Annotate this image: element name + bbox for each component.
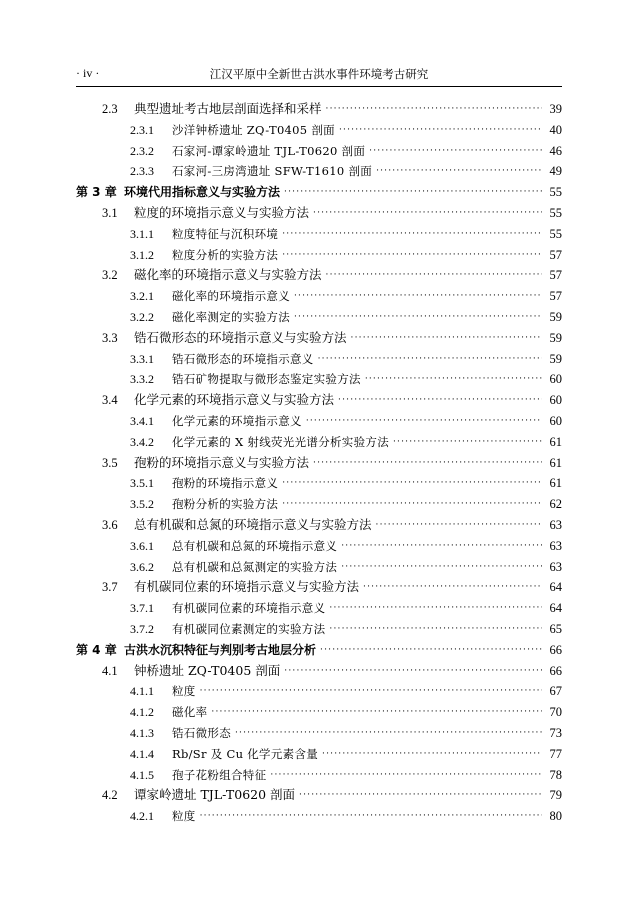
toc-entry-page: 57	[549, 289, 562, 304]
toc-entry-page: 66	[549, 663, 562, 678]
toc-subsection-entry	[76, 681, 562, 702]
toc-entry-page: 61	[549, 476, 562, 491]
toc-entry-title: 谭家岭遗址 TJL-T0620 剖面	[134, 787, 296, 803]
toc-entry-lead	[76, 265, 542, 286]
toc-entry-title: 总有机碳和总氮测定的实验方法	[172, 559, 338, 574]
toc-entry-page: 49	[549, 164, 562, 179]
toc-entry-title: 锆石微形态的环境指示意义与实验方法	[134, 329, 347, 345]
toc-entry-number: 3.4.1	[130, 413, 154, 428]
toc-entry-title: 粒度	[172, 684, 196, 699]
toc-dot-leader	[313, 203, 542, 224]
toc-entry-number: 3.2.2	[130, 309, 154, 324]
toc-entry-page: 59	[549, 330, 562, 345]
toc-entry-number: 4.1.5	[130, 767, 154, 782]
toc-entry-lead	[76, 182, 542, 203]
toc-entry-title: 孢粉的环境指示意义	[172, 476, 279, 491]
toc-entry-page: 73	[549, 725, 562, 740]
toc-chapter-entry	[76, 182, 562, 203]
toc-section-entry	[76, 99, 562, 120]
toc-entry-number: 3.5.2	[130, 497, 154, 512]
toc-entry-lead	[76, 453, 542, 474]
toc-entry-lead	[76, 349, 542, 370]
toc-dot-leader	[211, 702, 542, 723]
toc-entry-lead	[76, 515, 542, 536]
toc-dot-leader	[200, 681, 542, 702]
toc-entry-number: 3.6.1	[130, 538, 154, 553]
toc-subsection-entry	[76, 536, 562, 557]
toc-subsection-entry	[76, 619, 562, 640]
toc-entry-title: 化学元素的环境指示意义与实验方法	[134, 392, 335, 408]
toc-section-entry	[76, 515, 562, 536]
toc-dot-leader	[320, 640, 542, 661]
toc-entry-title: 粒度分析的实验方法	[172, 247, 279, 262]
toc-dot-leader	[365, 369, 542, 390]
toc-dot-leader	[294, 307, 542, 328]
toc-entry-page: 77	[549, 746, 562, 761]
toc-entry-page: 60	[549, 413, 562, 428]
toc-dot-leader	[376, 161, 542, 182]
toc-entry-title: 总有机碳和总氮的环境指示意义与实验方法	[134, 516, 372, 532]
toc-entry-page: 67	[549, 684, 562, 699]
toc-entry-lead	[76, 723, 542, 744]
toc-section-entry	[76, 203, 562, 224]
toc-dot-leader	[282, 473, 542, 494]
toc-section-entry	[76, 390, 562, 411]
toc-subsection-entry	[76, 432, 562, 453]
toc-entry-page: 59	[549, 351, 562, 366]
toc-entry-page: 39	[549, 102, 562, 116]
toc-entry-title: Rb/Sr 及 Cu 化学元素含量	[172, 746, 319, 761]
table-of-contents	[76, 99, 562, 827]
toc-subsection-entry	[76, 598, 562, 619]
toc-entry-lead	[76, 577, 542, 598]
toc-entry-number: 3.3	[102, 330, 118, 345]
toc-entry-lead	[76, 536, 542, 557]
toc-entry-lead	[76, 432, 542, 453]
toc-dot-leader	[282, 224, 542, 245]
toc-entry-title: 有机碳同位素的环境指示意义	[172, 601, 326, 616]
toc-subsection-entry	[76, 557, 562, 578]
toc-entry-lead	[76, 681, 542, 702]
toc-entry-page: 64	[549, 601, 562, 616]
toc-entry-number: 3.4	[102, 393, 118, 408]
toc-entry-number: 4.1.4	[130, 746, 154, 761]
toc-dot-leader	[329, 619, 542, 640]
toc-entry-title: 典型遗址考古地层剖面选择和采样	[134, 101, 322, 116]
toc-dot-leader	[363, 577, 542, 598]
toc-dot-leader	[282, 494, 542, 515]
toc-entry-title: 磁化率测定的实验方法	[172, 309, 290, 324]
toc-entry-page: 55	[549, 185, 562, 200]
toc-entry-title: 有机碳同位素测定的实验方法	[172, 621, 326, 636]
toc-entry-number: 3.7.1	[130, 601, 154, 616]
toc-entry-title: 粒度的环境指示意义与实验方法	[134, 204, 310, 220]
toc-section-entry	[76, 785, 562, 806]
toc-entry-page: 57	[549, 247, 562, 262]
toc-entry-number: 3.7.2	[130, 621, 154, 636]
toc-entry-lead	[76, 661, 542, 682]
toc-entry-title: 石家河-三房湾遗址 SFW-T1610 剖面	[172, 164, 373, 179]
toc-entry-number: 3.2.1	[130, 289, 154, 304]
toc-entry-number: 3.1.2	[130, 247, 154, 262]
toc-entry-number: 2.3.1	[130, 122, 154, 137]
toc-entry-title: 锆石微形态	[172, 725, 231, 740]
toc-dot-leader	[326, 99, 542, 120]
toc-subsection-entry	[76, 765, 562, 786]
toc-entry-lead	[76, 99, 542, 120]
toc-entry-page: 70	[549, 705, 562, 720]
toc-entry-title: 化学元素的 X 射线荧光光谱分析实验方法	[172, 434, 389, 449]
toc-dot-leader	[270, 765, 542, 786]
toc-dot-leader	[341, 557, 542, 578]
toc-subsection-entry	[76, 494, 562, 515]
toc-section-entry	[76, 577, 562, 598]
toc-dot-leader	[282, 245, 542, 266]
toc-entry-title: 锆石矿物提取与微形态鉴定实验方法	[172, 372, 361, 387]
toc-entry-title: 磁化率	[172, 705, 208, 720]
toc-entry-lead	[76, 411, 542, 432]
toc-dot-leader	[338, 390, 542, 411]
toc-entry-page: 78	[549, 767, 562, 782]
toc-entry-title: 有机碳同位素的环境指示意义与实验方法	[134, 579, 360, 595]
toc-entry-title: 石家河-谭家岭遗址 TJL-T0620 剖面	[172, 143, 366, 158]
toc-entry-page: 55	[549, 205, 562, 220]
toc-entry-title: 锆石微形态的环境指示意义	[172, 351, 314, 366]
toc-subsection-entry	[76, 286, 562, 307]
toc-dot-leader	[200, 806, 542, 827]
page-number: · iv ·	[76, 66, 100, 80]
toc-dot-leader	[339, 120, 542, 141]
toc-entry-number: 2.3	[102, 102, 118, 116]
toc-dot-leader	[306, 411, 542, 432]
toc-entry-lead	[76, 785, 542, 806]
toc-dot-leader	[326, 265, 542, 286]
toc-entry-lead	[76, 494, 542, 515]
toc-dot-leader	[322, 744, 542, 765]
toc-entry-lead	[76, 598, 542, 619]
toc-entry-number: 3.6.2	[130, 559, 154, 574]
toc-entry-number: 3.1	[102, 205, 118, 220]
toc-entry-lead	[76, 161, 542, 182]
toc-entry-page: 40	[549, 122, 562, 137]
toc-entry-lead	[76, 328, 542, 349]
toc-entry-lead	[76, 224, 542, 245]
toc-subsection-entry	[76, 411, 562, 432]
toc-subsection-entry	[76, 349, 562, 370]
toc-entry-number: 第 3 章	[76, 185, 117, 200]
toc-entry-number: 3.7	[102, 580, 118, 595]
toc-entry-lead	[76, 245, 542, 266]
toc-entry-title: 沙洋钟桥遗址 ZQ-T0405 剖面	[172, 122, 335, 137]
toc-chapter-entry	[76, 640, 562, 661]
toc-entry-page: 61	[549, 455, 562, 470]
toc-entry-number: 2.3.2	[130, 143, 154, 158]
toc-entry-title: 粒度	[172, 809, 196, 824]
toc-entry-title: 环境代用指标意义与实验方法	[124, 185, 281, 200]
toc-entry-number: 2.3.3	[130, 164, 154, 179]
toc-entry-number: 3.1.1	[130, 226, 154, 241]
toc-entry-number: 4.1	[102, 663, 118, 678]
toc-entry-lead	[76, 744, 542, 765]
toc-subsection-entry	[76, 473, 562, 494]
toc-entry-title: 粒度特征与沉积环境	[172, 226, 279, 241]
toc-entry-page: 80	[549, 809, 562, 824]
toc-entry-number: 4.1.1	[130, 684, 154, 699]
toc-entry-page: 62	[549, 497, 562, 512]
toc-entry-number: 4.1.3	[130, 725, 154, 740]
book-title: 江汉平原中全新世古洪水事件环境考古研究	[209, 67, 429, 81]
toc-entry-number: 第 4 章	[76, 642, 117, 657]
toc-entry-title: 钟桥遗址 ZQ-T0405 剖面	[134, 662, 281, 678]
toc-section-entry	[76, 328, 562, 349]
toc-entry-number: 3.4.2	[130, 434, 154, 449]
toc-dot-leader	[313, 453, 542, 474]
toc-entry-lead	[76, 702, 542, 723]
toc-entry-number: 3.3.2	[130, 372, 154, 387]
toc-section-entry	[76, 453, 562, 474]
toc-subsection-entry	[76, 245, 562, 266]
toc-entry-lead	[76, 286, 542, 307]
toc-entry-lead	[76, 120, 542, 141]
toc-entry-number: 3.6	[102, 517, 118, 532]
toc-entry-page: 46	[549, 143, 562, 158]
toc-entry-title: 磁化率的环境指示意义	[172, 289, 290, 304]
toc-entry-page: 59	[549, 309, 562, 324]
toc-entry-number: 3.5	[102, 455, 118, 470]
toc-entry-page: 60	[549, 393, 562, 408]
toc-entry-number: 3.5.1	[130, 476, 154, 491]
toc-dot-leader	[351, 328, 542, 349]
toc-subsection-entry	[76, 161, 562, 182]
toc-dot-leader	[393, 432, 542, 453]
toc-subsection-entry	[76, 307, 562, 328]
toc-subsection-entry	[76, 806, 562, 827]
toc-entry-lead	[76, 806, 542, 827]
toc-entry-lead	[76, 390, 542, 411]
toc-subsection-entry	[76, 744, 562, 765]
toc-entry-page: 65	[549, 621, 562, 636]
toc-entry-page: 63	[549, 538, 562, 553]
toc-dot-leader	[329, 598, 542, 619]
toc-entry-title: 磁化率的环境指示意义与实验方法	[134, 267, 322, 283]
toc-subsection-entry	[76, 702, 562, 723]
toc-entry-title: 古洪水沉积特征与判别考古地层分析	[124, 642, 317, 657]
toc-entry-lead	[76, 369, 542, 390]
toc-entry-number: 3.2	[102, 268, 118, 283]
toc-entry-page: 55	[549, 226, 562, 241]
toc-entry-page: 79	[549, 788, 562, 803]
toc-subsection-entry	[76, 141, 562, 162]
toc-section-entry	[76, 661, 562, 682]
toc-entry-page: 63	[549, 559, 562, 574]
running-header	[76, 62, 562, 87]
toc-entry-number: 4.2.1	[130, 809, 154, 824]
toc-entry-number: 3.3.1	[130, 351, 154, 366]
toc-entry-page: 61	[549, 434, 562, 449]
toc-dot-leader	[299, 785, 542, 806]
toc-dot-leader	[284, 661, 542, 682]
toc-subsection-entry	[76, 120, 562, 141]
toc-entry-lead	[76, 473, 542, 494]
toc-entry-lead	[76, 619, 542, 640]
toc-entry-number: 4.2	[102, 788, 118, 803]
toc-dot-leader	[369, 141, 542, 162]
toc-entry-page: 60	[549, 372, 562, 387]
toc-subsection-entry	[76, 369, 562, 390]
toc-entry-page: 63	[549, 517, 562, 532]
toc-entry-page: 57	[549, 268, 562, 283]
toc-entry-page: 64	[549, 580, 562, 595]
toc-entry-lead	[76, 307, 542, 328]
toc-entry-title: 孢粉分析的实验方法	[172, 497, 279, 512]
toc-dot-leader	[318, 349, 542, 370]
toc-subsection-entry	[76, 723, 562, 744]
toc-entry-lead	[76, 765, 542, 786]
toc-subsection-entry	[76, 224, 562, 245]
toc-entry-lead	[76, 141, 542, 162]
toc-entry-lead	[76, 203, 542, 224]
toc-dot-leader	[341, 536, 542, 557]
toc-section-entry	[76, 265, 562, 286]
toc-dot-leader	[284, 182, 542, 203]
toc-entry-number: 4.1.2	[130, 705, 154, 720]
toc-entry-lead	[76, 557, 542, 578]
toc-entry-page: 66	[549, 642, 562, 657]
toc-entry-lead	[76, 640, 542, 661]
toc-entry-title: 孢子花粉组合特征	[172, 767, 267, 782]
toc-entry-title: 总有机碳和总氮的环境指示意义	[172, 538, 338, 553]
toc-entry-title: 孢粉的环境指示意义与实验方法	[134, 454, 310, 470]
toc-dot-leader	[376, 515, 542, 536]
toc-dot-leader	[294, 286, 542, 307]
toc-dot-leader	[235, 723, 542, 744]
toc-entry-title: 化学元素的环境指示意义	[172, 413, 302, 428]
